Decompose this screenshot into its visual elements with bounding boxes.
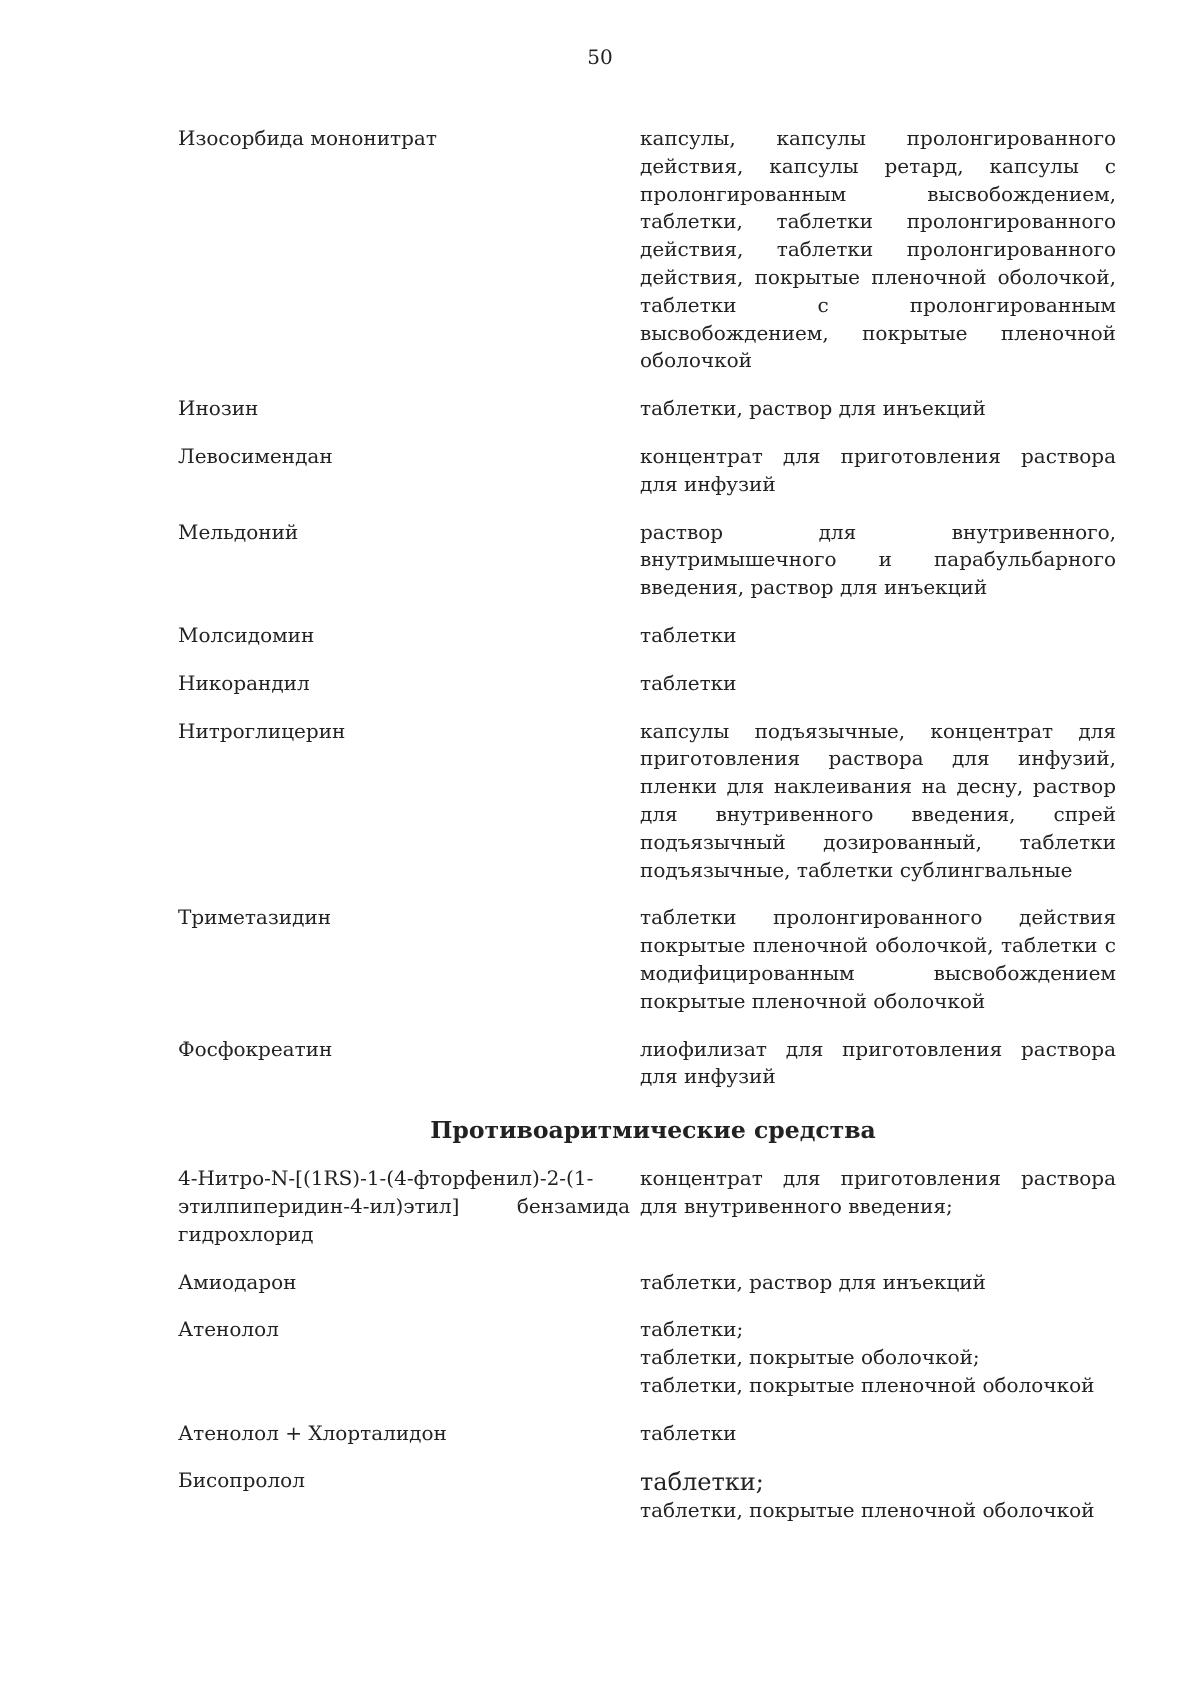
drug-row — [178, 519, 1128, 602]
dosage-forms: капсулы подъязычные, концентрат для приготовления раствора для инфузий, пленки для наклеивания на десну, раствор для внутривенного введения, спрей подъязычный дозированный, таблетки подъязычные, таблетки сублингвальные — [640, 718, 1116, 882]
dosage-forms: таблетки, раствор для инъекций — [640, 1269, 986, 1294]
dosage-form-line: таблетки, покрытые оболочкой; — [640, 1345, 980, 1370]
drug-row — [178, 670, 1128, 698]
dosage-forms: таблетки, раствор для инъекций — [640, 396, 986, 421]
drug-row — [178, 125, 1128, 375]
drug-name: 4-Нитро-N-[(1RS)-1-(4-фторфенил)-2-(1-этилпиперидин-4-ил)этил] бензамида гидрохлорид — [178, 1166, 630, 1246]
drug-name: Изосорбида мононитрат — [178, 126, 437, 150]
dosage-form-line: таблетки; — [640, 1468, 764, 1497]
drug-row — [178, 718, 1128, 885]
dosage-forms: таблетки — [640, 670, 737, 695]
dosage-form-line: таблетки, покрытые пленочной оболочкой — [640, 1498, 1095, 1523]
drug-name: Молсидомин — [178, 622, 315, 647]
dosage-forms: капсулы, капсулы пролонгированного действия, капсулы ретард, капсулы с пролонгированным высвобождением, таблетки, таблетки пролонгированного действия, таблетки пролонгированного действия, покрытые пленочной оболочкой, таблетки с пролонгированным высвобождением, покрытые пленочной оболочкой — [640, 126, 1116, 373]
drug-row — [178, 904, 1128, 1015]
drug-name: Мельдоний — [178, 519, 299, 544]
dosage-form-line: таблетки; — [640, 1317, 744, 1342]
drug-name: Бисопролол — [178, 1468, 305, 1493]
drug-name: Никорандил — [178, 670, 310, 695]
section-heading: Противоаритмические средства — [430, 1116, 876, 1145]
drug-row — [178, 1467, 1128, 1525]
drug-name: Амиодарон — [178, 1269, 297, 1294]
drug-name: Фосфокреатин — [178, 1036, 333, 1061]
drug-name: Инозин — [178, 396, 259, 421]
dosage-forms: концентрат для приготовления раствора для внутривенного введения; — [640, 1166, 1116, 1218]
drug-name: Левосимендан — [178, 443, 333, 468]
dosage-forms: таблетки — [640, 622, 737, 647]
dosage-forms — [640, 1316, 1116, 1399]
drug-row — [178, 1165, 1128, 1248]
drug-name: Триметазидин — [178, 905, 332, 930]
drug-list — [178, 125, 1128, 1525]
drug-row — [178, 1036, 1128, 1092]
drug-row — [178, 622, 1128, 650]
drug-name: Нитроглицерин — [178, 718, 346, 743]
drug-name: Атенолол — [178, 1317, 279, 1342]
dosage-forms: таблетки пролонгированного действия покрытые пленочной оболочкой, таблетки с модифицированным высвобождением покрытые пленочной оболочкой — [640, 905, 1116, 1013]
drug-row — [178, 1269, 1128, 1297]
dosage-forms: лиофилизат для приготовления раствора для инфузий — [640, 1036, 1116, 1089]
drug-row — [178, 395, 1128, 423]
drug-row — [178, 1316, 1128, 1399]
page-number: 50 — [587, 45, 613, 69]
dosage-forms: таблетки — [640, 1420, 737, 1445]
dosage-forms: концентрат для приготовления раствора для инфузий — [640, 443, 1116, 496]
drug-name: Атенолол + Хлорталидон — [178, 1420, 447, 1445]
drug-row — [178, 443, 1128, 499]
dosage-form-line: таблетки, покрытые пленочной оболочкой — [640, 1372, 1095, 1397]
dosage-forms: раствор для внутривенного, внутримышечного и парабульбарного введения, раствор для инъекций — [640, 519, 1116, 600]
dosage-forms — [640, 1467, 1116, 1525]
drug-row — [178, 1420, 1128, 1448]
